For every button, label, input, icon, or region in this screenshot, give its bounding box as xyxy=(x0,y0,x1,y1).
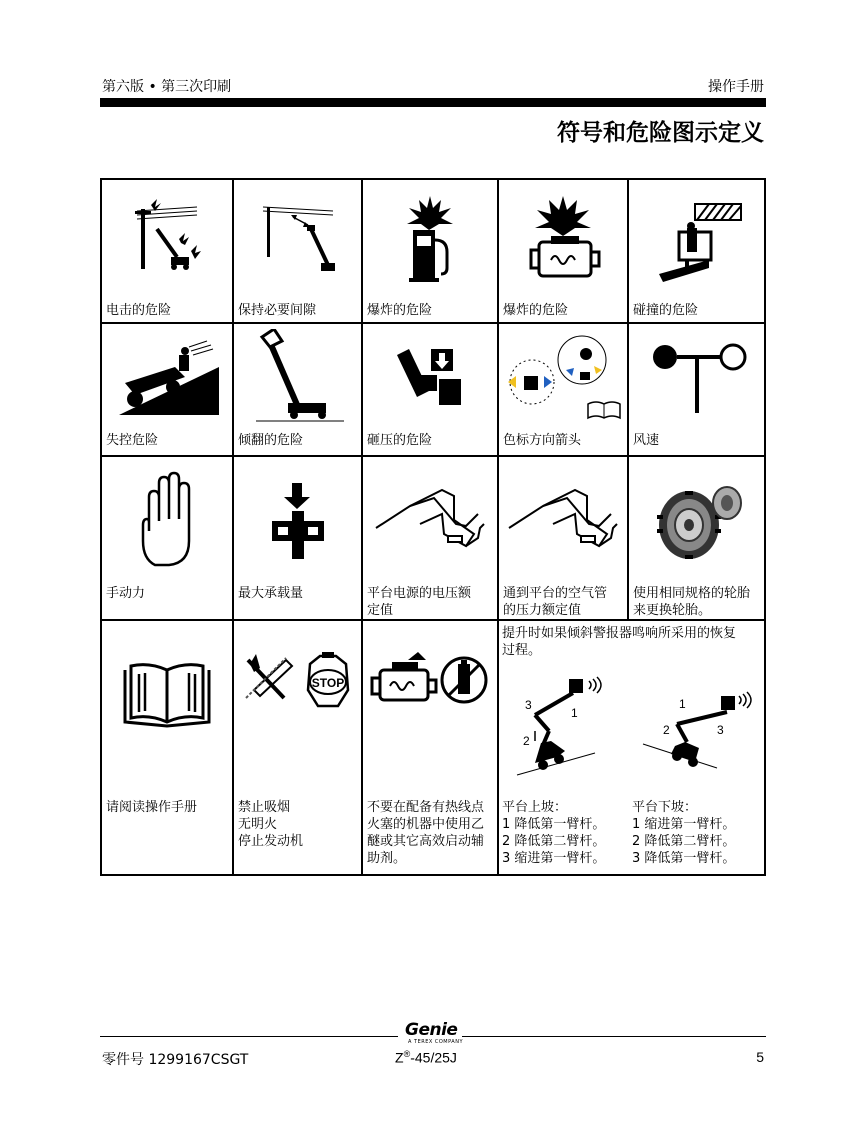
manual-book-icon xyxy=(121,660,213,732)
cell-runaway xyxy=(101,323,233,456)
cell-tipover xyxy=(233,323,362,456)
genie-logo-subtitle: A TEREX COMPANY xyxy=(408,1039,464,1045)
cell-label: 电击的危险 xyxy=(106,303,172,318)
tire-icon xyxy=(647,481,747,561)
cell-label: 色标方向箭头 xyxy=(503,433,582,448)
cell-label: 失控危险 xyxy=(106,433,159,448)
cell-read-manual xyxy=(101,620,233,875)
svg-text:2: 2 xyxy=(663,723,670,737)
cell-label: 平台电源的电压额 定值 xyxy=(367,586,472,618)
symbols-table xyxy=(100,178,766,876)
footer-part-number: 零件号 1299167CSGT xyxy=(102,1052,249,1068)
color-arrows-icon xyxy=(502,332,624,422)
cell-electrocution xyxy=(101,179,233,323)
cell-crushing xyxy=(362,323,498,456)
stop-icon xyxy=(308,652,348,706)
cell-no-smoking xyxy=(233,620,362,875)
uphill-recovery-icon xyxy=(513,671,613,781)
ether-engine-icon xyxy=(368,650,492,710)
cell-color-arrows xyxy=(498,323,628,456)
cell-ether xyxy=(362,620,498,875)
max-load-icon xyxy=(268,481,328,561)
cell-label: 爆炸的危险 xyxy=(503,303,569,318)
cell-label: 保持必要间隙 xyxy=(238,303,317,318)
svg-text:STOP: STOP xyxy=(311,676,344,690)
crushing-icon xyxy=(395,347,465,407)
cell-label: 手动力 xyxy=(106,586,146,601)
cell-air-pressure xyxy=(498,456,628,620)
downhill-steps: 平台下坡： 1 缩进第一臂杆。 2 降低第二臂杆。 3 降低第一臂杆。 xyxy=(632,800,736,866)
cell-label: 禁止吸烟 无明火 停止发动机 xyxy=(238,800,304,849)
cell-tire xyxy=(628,456,765,620)
cell-max-load xyxy=(233,456,362,620)
header-edition: 第六版 • 第三次印刷 xyxy=(102,79,232,95)
cell-label: 通到平台的空气管 的压力额定值 xyxy=(503,586,608,618)
cell-collision xyxy=(628,179,765,323)
runaway-icon xyxy=(115,337,219,417)
platform-voltage-icon xyxy=(370,486,490,556)
svg-text:1: 1 xyxy=(679,697,686,711)
page-title: 符号和危险图示定义 xyxy=(557,120,764,146)
cell-tilt-recovery xyxy=(498,620,765,875)
cell-label: 砸压的危险 xyxy=(367,433,433,448)
cell-label: 请阅读操作手册 xyxy=(106,800,198,815)
wind-speed-icon xyxy=(645,337,749,417)
cell-clearance xyxy=(233,179,362,323)
footer-rule-right xyxy=(462,1036,766,1037)
header-manual-title: 操作手册 xyxy=(708,79,764,95)
cell-label: 倾翻的危险 xyxy=(238,433,304,448)
cell-label: 使用相同规格的轮胎 来更换轮胎。 xyxy=(633,586,751,618)
genie-logo: Genie xyxy=(405,1020,458,1040)
cell-label: 风速 xyxy=(633,433,660,448)
footer-model: Z®-45/25J xyxy=(395,1049,457,1066)
cell-explosion-fuel xyxy=(362,179,498,323)
no-smoking-stop-icon xyxy=(240,650,356,710)
tipover-icon xyxy=(248,329,348,425)
cell-label: 不要在配备有热线点 火塞的机器中使用乙 醚或其它高效启动辅 助剂。 xyxy=(367,800,485,866)
downhill-recovery-icon xyxy=(637,676,759,776)
hand-icon xyxy=(139,471,195,571)
svg-text:2: 2 xyxy=(523,734,530,748)
fuel-explosion-icon xyxy=(395,194,465,284)
cell-label: 最大承载量 xyxy=(238,586,304,601)
engine-explosion-icon xyxy=(523,194,603,284)
clearance-icon xyxy=(253,199,343,279)
cell-wind-speed xyxy=(628,323,765,456)
cell-label: 碰撞的危险 xyxy=(633,303,699,318)
cell-label: 爆炸的危险 xyxy=(367,303,433,318)
uphill-steps: 平台上坡： 1 降低第一臂杆。 2 降低第二臂杆。 3 缩进第一臂杆。 xyxy=(502,800,606,866)
svg-text:1: 1 xyxy=(571,706,578,720)
cell-platform-voltage xyxy=(362,456,498,620)
header-rule xyxy=(100,98,766,107)
cell-explosion-engine xyxy=(498,179,628,323)
air-pressure-icon xyxy=(503,486,623,556)
svg-text:3: 3 xyxy=(525,698,532,712)
footer-rule-left xyxy=(100,1036,398,1037)
cell-manual-force xyxy=(101,456,233,620)
no-smoking-icon xyxy=(246,654,292,698)
page-number: 5 xyxy=(756,1049,764,1065)
collision-icon xyxy=(649,194,745,284)
svg-text:3: 3 xyxy=(717,723,724,737)
electrocution-icon xyxy=(127,199,207,279)
tilt-recovery-intro: 提升时如果倾斜警报器鸣响所采用的恢复 过程。 xyxy=(502,626,737,658)
